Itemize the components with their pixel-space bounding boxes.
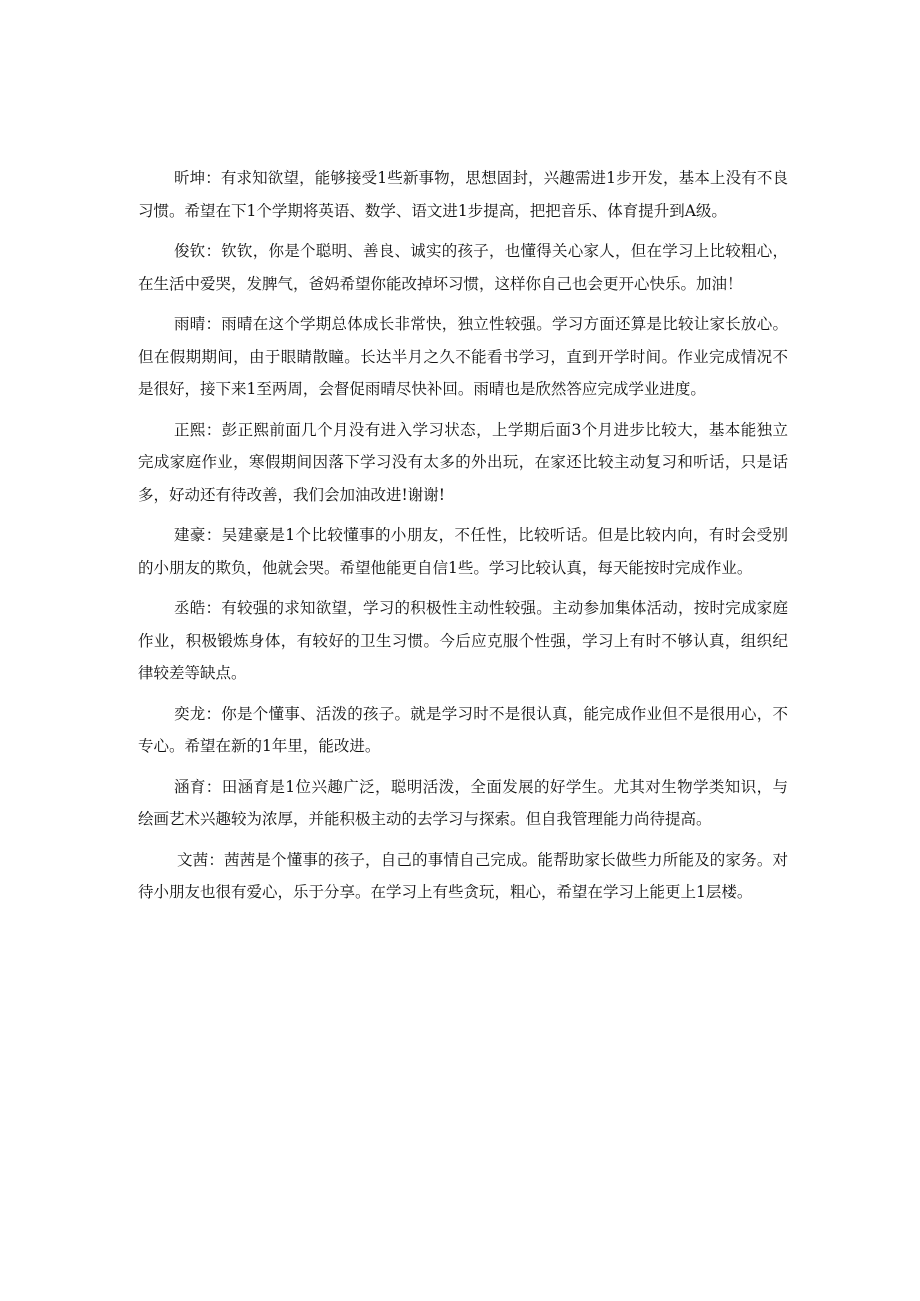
- comment-paragraph: 涵育：田涵育是1位兴趣广泛，聪明活泼，全面发展的好学生。尤其对生物学类知识，与绘画艺术兴趣较为浓厚，并能积极主动的去学习与探索。但自我管理能力尚待提高。: [138, 777, 788, 828]
- comment-paragraph: 奕龙：你是个懂事、活泼的孩子。就是学习时不是很认真，能完成作业但不是很用心，不专心。希望在新的1年里，能改进。: [138, 704, 788, 755]
- comment-paragraph: 俊钦：钦钦，你是个聪明、善良、诚实的孩子，也懂得关心家人，但在学习上比较粗心，在生活中爱哭，发脾气，爸妈希望你能改掉坏习惯，这样你自己也会更开心快乐。加油！: [138, 242, 788, 293]
- comment-paragraph: 文茜：茜茜是个懂事的孩子，自己的事情自己完成。能帮助家长做些力所能及的家务。对待小朋友也很有爱心，乐于分享。在学习上有些贪玩，粗心，希望在学习上能更上1层楼。: [138, 850, 788, 901]
- comment-paragraph: 建豪：吴建豪是1个比较懂事的小朋友，不任性，比较听话。但是比较内向，有时会受别的小朋友的欺负，他就会哭。希望他能更自信1些。学习比较认真，每天能按时完成作业。: [138, 526, 788, 577]
- comment-paragraph: 雨晴：雨晴在这个学期总体成长非常快，独立性较强。学习方面还算是比较让家长放心。但在假期期间，由于眼睛散瞳。长达半月之久不能看书学习，直到开学时间。作业完成情况不是很好，接下来1至两周，会督促雨晴尽快补回。雨晴也是欣然答应完成学业进度。: [138, 315, 788, 398]
- document-body: [138, 162, 788, 917]
- comment-paragraph: 正熙：彭正熙前面几个月没有进入学习状态，上学期后面3个月进步比较大，基本能独立完成家庭作业，寒假期间因落下学习没有太多的外出玩，在家还比较主动复习和听话，只是话多，好动还有待改善，我们会加油改进!谢谢!: [138, 420, 788, 504]
- comment-paragraph: 丞皓：有较强的求知欲望，学习的积极性主动性较强。主动参加集体活动，按时完成家庭作业，积极锻炼身体，有较好的卫生习惯。今后应克服个性强，学习上有时不够认真，组织纪律较差等缺点。: [138, 599, 788, 682]
- comment-paragraph: 昕坤：有求知欲望，能够接受1些新事物，思想固封，兴趣需进1步开发，基本上没有不良习惯。希望在下1个学期将英语、数学、语文进1步提高，把把音乐、体育提升到A级。: [138, 169, 788, 220]
